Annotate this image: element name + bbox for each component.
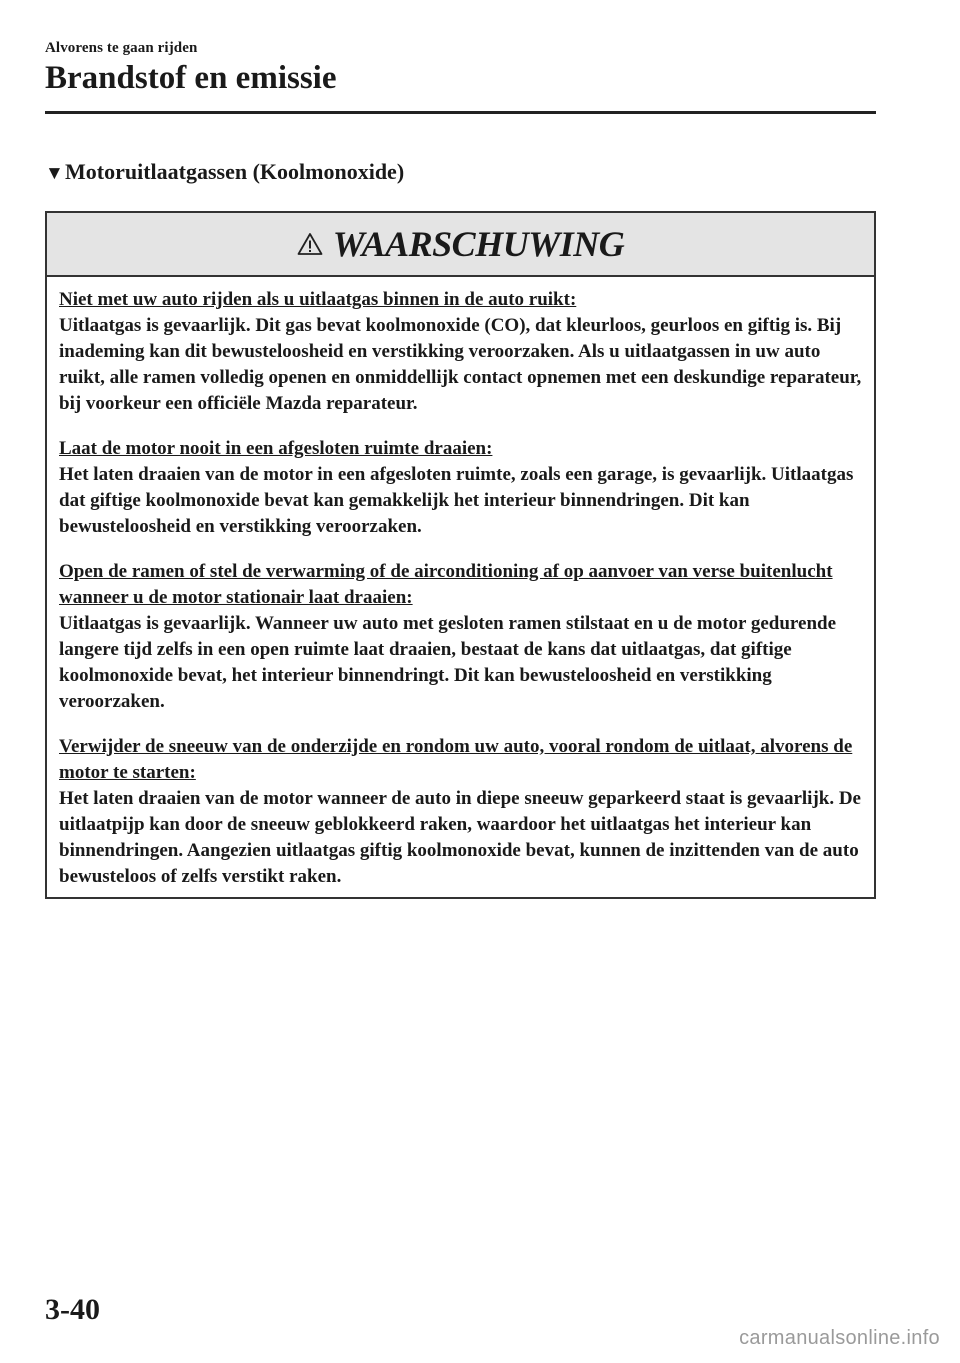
warning-paragraph-title: Niet met uw auto rijden als u uitlaatgas binnen in de auto ruikt: xyxy=(59,289,577,310)
warning-paragraph-title: Open de ramen of stel de verwarming of de airconditioning af op aanvoer van verse buitenlucht wanneer u de motor stationair laat draaien: xyxy=(59,561,833,608)
warning-title: WAARSCHUWING xyxy=(332,224,625,264)
warning-paragraph-title: Verwijder de sneeuw van de onderzijde en rondom uw auto, vooral rondom de uitlaat, alvorens de motor te starten: xyxy=(59,736,853,783)
warning-box xyxy=(45,211,876,899)
warning-paragraph-text: Uitlaatgas is gevaarlijk. Dit gas bevat koolmonoxide (CO), dat kleurloos, geurloos en giftig is. Bij inademing kan dit bewusteloosheid en verstikking veroorzaken. Als u uitlaatgassen in uw auto ruikt, alle ramen volledig openen en onmiddellijk contact opnemen met een deskundige reparateur, bij voorkeur een officiële Mazda reparateur. xyxy=(59,315,862,414)
page-number: 3-40 xyxy=(45,1293,100,1326)
triangle-down-icon: ▼ xyxy=(45,163,64,184)
warning-header xyxy=(47,213,874,277)
warning-paragraph-text: Uitlaatgas is gevaarlijk. Wanneer uw auto met gesloten ramen stilstaat en u de motor gedurende langere tijd zelfs in een open ruimte laat draaien, bestaat de kans dat uitlaatgas, dat giftige koolmonoxide bevat, het interieur binnendringt. Dit kan bewusteloosheid en verstikking veroorzaken. xyxy=(59,613,837,712)
warning-paragraph xyxy=(59,559,862,715)
watermark: carmanualsonline.info xyxy=(739,1327,940,1349)
warning-paragraph xyxy=(59,436,862,540)
warning-paragraph-title: Laat de motor nooit in een afgesloten ruimte draaien: xyxy=(59,438,493,459)
sub-heading-text: Motoruitlaatgassen (Koolmonoxide) xyxy=(65,159,405,184)
warning-paragraph-text: Het laten draaien van de motor wanneer de auto in diepe sneeuw geparkeerd staat is gevaarlijk. De uitlaatpijp kan door de sneeuw geblokkeerd raken, waardoor het uitlaatgas het interieur kan binnendringen. Aangezien uitlaatgas giftig koolmonoxide bevat, kunnen de inzittenden van de auto bewusteloos of zelfs verstikt raken. xyxy=(59,788,861,887)
warning-paragraph-text: Het laten draaien van de motor in een afgesloten ruimte, zoals een garage, is gevaarlijk. Uitlaatgas dat giftige koolmonoxide bevat kan gemakkelijk het interieur binnendringen. Dit kan bewusteloosheid en verstikking veroorzaken. xyxy=(59,464,854,537)
sub-heading xyxy=(45,157,404,189)
warning-paragraph xyxy=(59,734,862,890)
section-kicker: Alvorens te gaan rijden xyxy=(45,40,198,56)
warning-paragraph xyxy=(59,287,862,417)
page-title: Brandstof en emissie xyxy=(45,60,337,96)
warning-body xyxy=(47,277,874,890)
title-divider xyxy=(45,111,876,114)
warning-triangle-icon xyxy=(297,232,323,256)
